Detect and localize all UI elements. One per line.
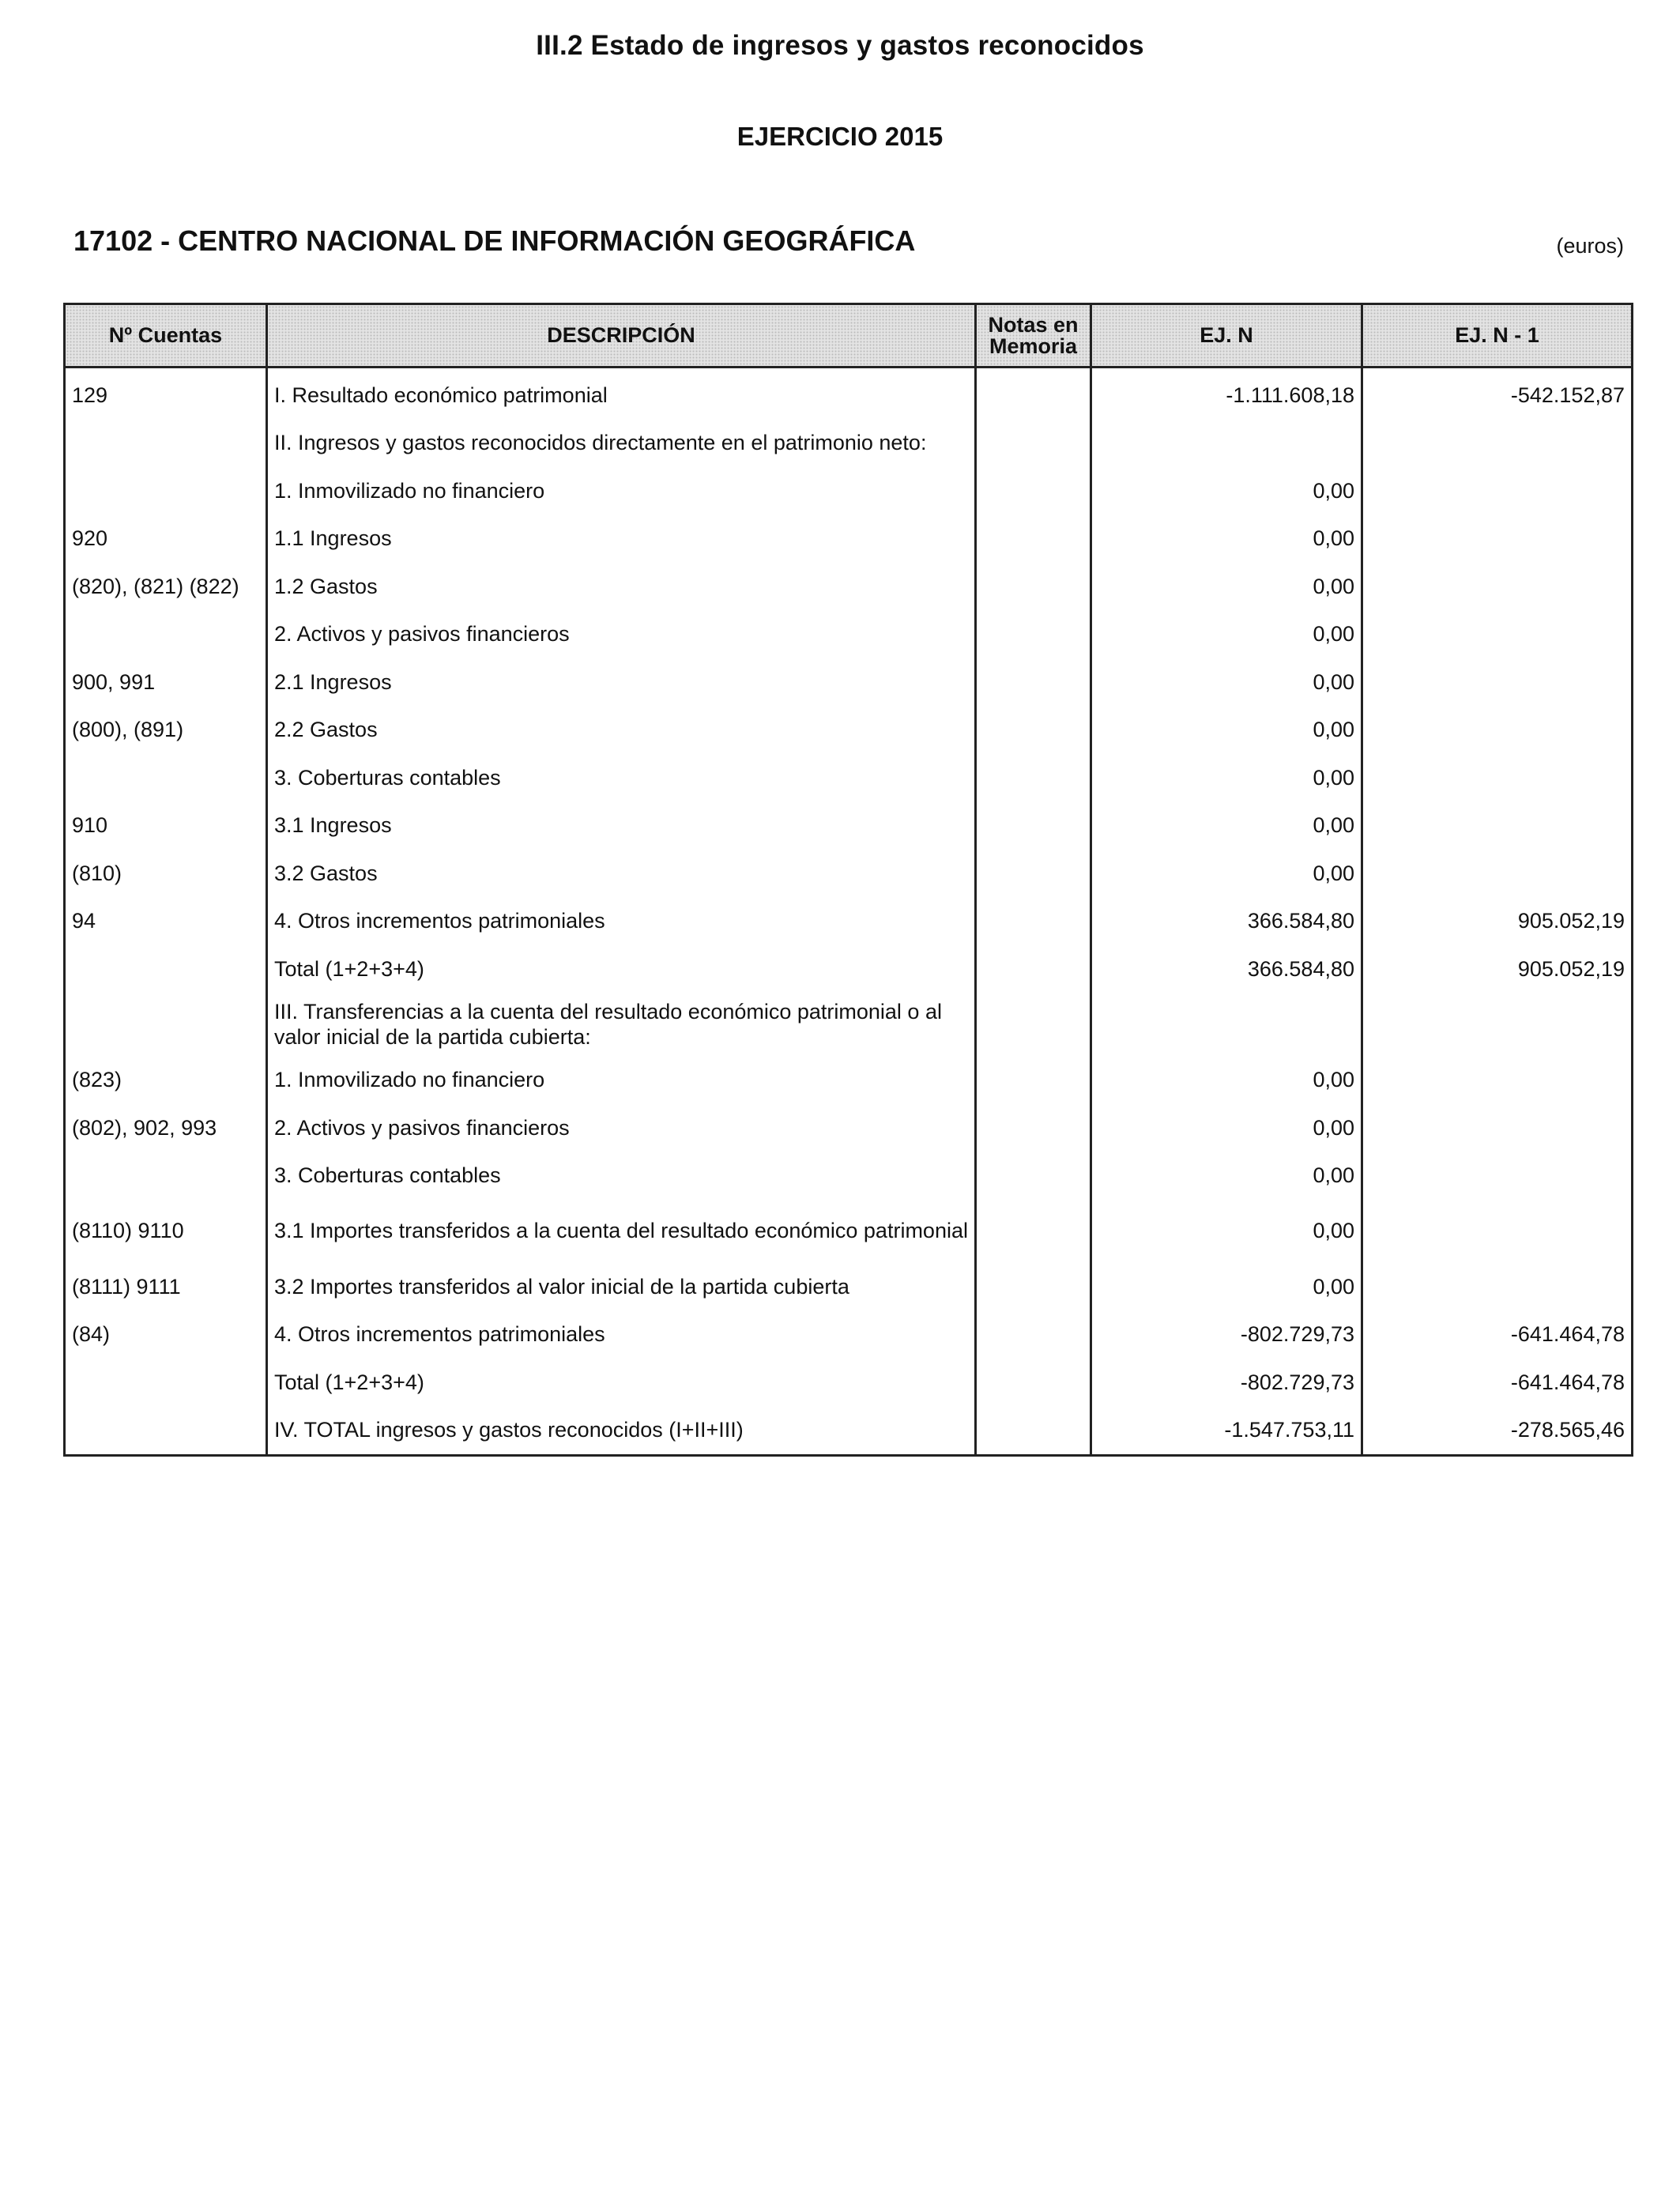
cell-ej-n [1091, 420, 1362, 468]
cell-description: 3. Coberturas contables [267, 1152, 976, 1201]
cell-ej-n: 0,00 [1091, 563, 1362, 611]
cell-accounts [65, 420, 267, 468]
column-header-ej-n-1: EJ. N - 1 [1362, 304, 1633, 368]
table-row [65, 515, 1633, 564]
cell-accounts [65, 993, 267, 1057]
cell-description: Total (1+2+3+4) [267, 1359, 976, 1407]
entity-name: 17102 - CENTRO NACIONAL DE INFORMACIÓN GEOGRÁFICA [73, 224, 916, 257]
cell-notes [976, 563, 1091, 611]
cell-accounts: (810) [65, 850, 267, 898]
table-row [65, 420, 1633, 468]
cell-description: I. Resultado económico patrimonial [267, 368, 976, 420]
table-row [65, 1263, 1633, 1311]
cell-ej-n: -1.547.753,11 [1091, 1407, 1362, 1456]
cell-ej-n-1: 905.052,19 [1362, 898, 1633, 946]
cell-accounts: 920 [65, 515, 267, 564]
cell-description: 1.2 Gastos [267, 563, 976, 611]
cell-accounts: 129 [65, 368, 267, 420]
table-row [65, 467, 1633, 515]
cell-ej-n: 0,00 [1091, 611, 1362, 659]
cell-accounts [65, 1359, 267, 1407]
table-row [65, 368, 1633, 420]
cell-notes [976, 1200, 1091, 1263]
cell-ej-n-1 [1362, 754, 1633, 802]
cell-ej-n: 0,00 [1091, 850, 1362, 898]
table-row [65, 1311, 1633, 1359]
cell-ej-n: -1.111.608,18 [1091, 368, 1362, 420]
cell-description: 2. Activos y pasivos financieros [267, 1104, 976, 1152]
table-row [65, 754, 1633, 802]
cell-notes [976, 1263, 1091, 1311]
cell-ej-n-1 [1362, 1152, 1633, 1201]
cell-notes [976, 611, 1091, 659]
cell-accounts: (820), (821) (822) [65, 563, 267, 611]
cell-description: 4. Otros incrementos patrimoniales [267, 898, 976, 946]
cell-ej-n-1 [1362, 850, 1633, 898]
cell-ej-n: 0,00 [1091, 754, 1362, 802]
cell-accounts: 910 [65, 802, 267, 850]
document-title: III.2 Estado de ingresos y gastos reconocidos [536, 30, 1144, 61]
column-header-notes: Notas en Memoria [976, 304, 1091, 368]
table-row [65, 850, 1633, 898]
cell-notes [976, 1407, 1091, 1456]
cell-accounts: (8110) 9110 [65, 1200, 267, 1263]
cell-description: III. Transferencias a la cuenta del resultado económico patrimonial o al valor inicial de la partida cubierta: [267, 993, 976, 1057]
cell-ej-n-1 [1362, 707, 1633, 755]
cell-accounts: 94 [65, 898, 267, 946]
cell-accounts [65, 754, 267, 802]
cell-ej-n-1 [1362, 1263, 1633, 1311]
cell-ej-n: 0,00 [1091, 1152, 1362, 1201]
table-row [65, 945, 1633, 993]
cell-notes [976, 993, 1091, 1057]
cell-accounts: (802), 902, 993 [65, 1104, 267, 1152]
cell-notes [976, 1057, 1091, 1105]
cell-notes [976, 467, 1091, 515]
cell-notes [976, 368, 1091, 420]
cell-ej-n-1: -641.464,78 [1362, 1359, 1633, 1407]
cell-description: Total (1+2+3+4) [267, 945, 976, 993]
table-row [65, 611, 1633, 659]
cell-ej-n: 0,00 [1091, 707, 1362, 755]
cell-description: 2. Activos y pasivos financieros [267, 611, 976, 659]
cell-notes [976, 898, 1091, 946]
cell-description: 4. Otros incrementos patrimoniales [267, 1311, 976, 1359]
cell-notes [976, 420, 1091, 468]
table-header-row [65, 304, 1633, 368]
cell-notes [976, 1311, 1091, 1359]
cell-notes [976, 1359, 1091, 1407]
cell-ej-n-1 [1362, 467, 1633, 515]
cell-ej-n-1: 905.052,19 [1362, 945, 1633, 993]
table-row [65, 1152, 1633, 1201]
column-header-description: DESCRIPCIÓN [267, 304, 976, 368]
cell-accounts [65, 945, 267, 993]
cell-ej-n-1 [1362, 1057, 1633, 1105]
cell-accounts: (800), (891) [65, 707, 267, 755]
cell-accounts [65, 1407, 267, 1456]
cell-notes [976, 754, 1091, 802]
cell-ej-n: 0,00 [1091, 802, 1362, 850]
cell-description: 1.1 Ingresos [267, 515, 976, 564]
cell-ej-n-1 [1362, 993, 1633, 1057]
table-row [65, 658, 1633, 707]
fiscal-year: EJERCICIO 2015 [736, 122, 944, 151]
table-row [65, 1359, 1633, 1407]
cell-ej-n-1: -641.464,78 [1362, 1311, 1633, 1359]
cell-accounts: (84) [65, 1311, 267, 1359]
cell-description: 3.2 Gastos [267, 850, 976, 898]
cell-description: 1. Inmovilizado no financiero [267, 467, 976, 515]
table-row [65, 563, 1633, 611]
cell-notes [976, 802, 1091, 850]
cell-description: 3. Coberturas contables [267, 754, 976, 802]
cell-description: 2.2 Gastos [267, 707, 976, 755]
income-expense-statement-table [63, 303, 1633, 1457]
cell-notes [976, 1152, 1091, 1201]
cell-ej-n-1 [1362, 420, 1633, 468]
table-row [65, 1200, 1633, 1263]
cell-ej-n: -802.729,73 [1091, 1311, 1362, 1359]
table-row [65, 707, 1633, 755]
cell-description: 3.1 Importes transferidos a la cuenta del resultado económico patrimonial [267, 1200, 976, 1263]
currency-units: (euros) [1556, 234, 1624, 258]
cell-ej-n: 366.584,80 [1091, 898, 1362, 946]
cell-ej-n-1 [1362, 658, 1633, 707]
cell-ej-n: 0,00 [1091, 1104, 1362, 1152]
cell-notes [976, 658, 1091, 707]
cell-ej-n-1 [1362, 802, 1633, 850]
cell-notes [976, 1104, 1091, 1152]
cell-accounts: 900, 991 [65, 658, 267, 707]
cell-ej-n: 366.584,80 [1091, 945, 1362, 993]
cell-ej-n: 0,00 [1091, 1057, 1362, 1105]
cell-ej-n-1 [1362, 515, 1633, 564]
cell-ej-n [1091, 993, 1362, 1057]
cell-ej-n-1: -542.152,87 [1362, 368, 1633, 420]
table-row [65, 993, 1633, 1057]
table-row [65, 1104, 1633, 1152]
cell-ej-n-1: -278.565,46 [1362, 1407, 1633, 1456]
cell-ej-n-1 [1362, 611, 1633, 659]
cell-description: 1. Inmovilizado no financiero [267, 1057, 976, 1105]
cell-ej-n: 0,00 [1091, 515, 1362, 564]
cell-ej-n-1 [1362, 1200, 1633, 1263]
cell-description: II. Ingresos y gastos reconocidos directamente en el patrimonio neto: [267, 420, 976, 468]
table-row [65, 1057, 1633, 1105]
cell-ej-n-1 [1362, 1104, 1633, 1152]
cell-notes [976, 850, 1091, 898]
cell-description: 2.1 Ingresos [267, 658, 976, 707]
cell-accounts [65, 611, 267, 659]
cell-description: IV. TOTAL ingresos y gastos reconocidos (I+II+III) [267, 1407, 976, 1456]
cell-accounts: (8111) 9111 [65, 1263, 267, 1311]
cell-ej-n: 0,00 [1091, 1263, 1362, 1311]
cell-ej-n: 0,00 [1091, 658, 1362, 707]
column-header-ej-n: EJ. N [1091, 304, 1362, 368]
table-body [65, 368, 1633, 1456]
cell-ej-n-1 [1362, 563, 1633, 611]
cell-description: 3.2 Importes transferidos al valor inicial de la partida cubierta [267, 1263, 976, 1311]
cell-notes [976, 515, 1091, 564]
column-header-accounts: Nº Cuentas [65, 304, 267, 368]
cell-accounts: (823) [65, 1057, 267, 1105]
cell-accounts [65, 467, 267, 515]
table-row [65, 898, 1633, 946]
cell-notes [976, 945, 1091, 993]
table-row [65, 802, 1633, 850]
cell-description: 3.1 Ingresos [267, 802, 976, 850]
cell-notes [976, 707, 1091, 755]
cell-ej-n: -802.729,73 [1091, 1359, 1362, 1407]
cell-accounts [65, 1152, 267, 1201]
table-row [65, 1407, 1633, 1456]
cell-ej-n: 0,00 [1091, 1200, 1362, 1263]
cell-ej-n: 0,00 [1091, 467, 1362, 515]
